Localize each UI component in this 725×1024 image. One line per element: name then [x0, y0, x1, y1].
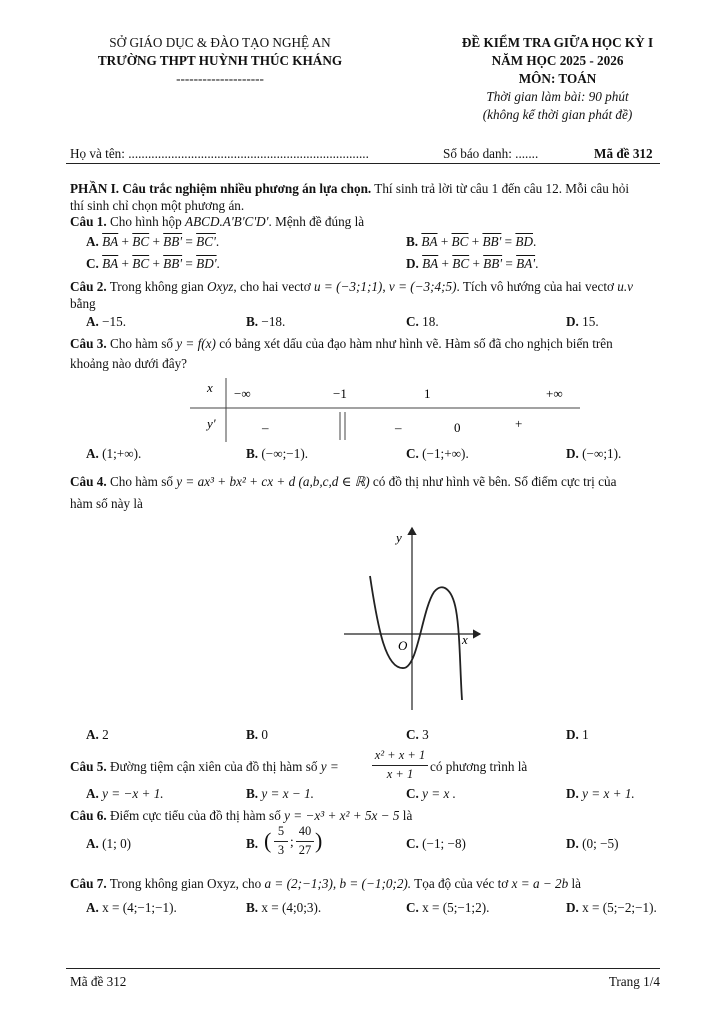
q5-fraction-bar [372, 765, 428, 766]
header-right [420, 34, 695, 124]
y-axis-label: y [396, 530, 402, 545]
q2-option-b[interactable]: B. −18. [246, 314, 286, 329]
q3-option-a[interactable]: A. (1;+∞). [86, 446, 142, 461]
part1-desc2: thí sinh chỉ chọn một phương án. [70, 198, 245, 213]
q2-text-cont: bằng [70, 296, 96, 311]
q4-text-cont: hàm số này là [70, 496, 143, 511]
school-year: NĂM HỌC 2025 - 2026 [491, 53, 624, 68]
origin-label: O [398, 638, 408, 653]
q2-option-a[interactable]: A. −15. [86, 314, 127, 329]
part1-heading [70, 181, 629, 197]
q3-option-c[interactable]: C. (−1;+∞). [406, 446, 469, 461]
q6-b-num2: 40 [298, 824, 312, 838]
q5-option-b[interactable]: B. y = x − 1. [246, 786, 314, 801]
q6-b-den1: 3 [277, 843, 285, 857]
header-left [70, 34, 370, 88]
q6-option-a[interactable]: A. (1; 0) [86, 836, 132, 851]
sign-2: – [395, 420, 402, 435]
q1-option-b[interactable]: B. $\overline{BA} + \overline{BC} + BB' = \overline{BD}$. [406, 234, 537, 249]
student-id-line: Số báo danh: ....... [443, 146, 539, 161]
q5-text2: có phương trình là [430, 759, 528, 774]
q4-option-d[interactable]: D. 1 [566, 727, 589, 742]
q6-b-sep: ; [290, 834, 294, 849]
q7-option-b[interactable]: B. x = (4;0;3). [246, 900, 322, 915]
q7-option-c[interactable]: C. x = (5;−1;2). [406, 900, 490, 915]
sign-table [190, 378, 580, 442]
student-name-line: Họ và tên: ......................................................................... [70, 146, 369, 161]
footer-exam-code: Mã đề 312 [70, 974, 127, 989]
part1-desc: Thí sinh trả lời từ câu 1 đến câu 12. Mỗi câu hỏi [371, 181, 630, 196]
table-plus-inf: +∞ [546, 386, 563, 401]
table-minus-inf: −∞ [234, 386, 251, 401]
q1-math: ABCD.A'B'C'D' [185, 214, 269, 229]
q6-option-b[interactable]: B. [246, 836, 259, 851]
q1-option-a[interactable]: A. $\overline{BA} + \overline{BC} + BB' = BC'$. [86, 234, 220, 249]
school-name: TRƯỜNG THPT HUỲNH THÚC KHÁNG [97, 53, 343, 68]
subject: MÔN: TOÁN [518, 71, 597, 86]
question-7: Câu 7. Trong không gian Oxyz, cho a = (2;−1;3), b = (−1;0;2). Tọa độ của véc tơ x = a − 2b là [70, 876, 582, 891]
q2-option-d[interactable]: D. 15. [566, 314, 599, 329]
q5-denominator: x + 1 [386, 767, 414, 781]
q6-b-paren-right: ) [315, 828, 323, 853]
header-dashes: -------------------- [176, 71, 264, 86]
question-3: Câu 3. Cho hàm số y = f(x) có bảng xét dấu của đạo hàm như hình vẽ. Hàm số đã cho nghịch biến trên [70, 336, 613, 351]
exam-code: Mã đề 312 [594, 146, 653, 161]
q6-option-c[interactable]: C. (−1; −8) [406, 836, 466, 851]
q3-option-d[interactable]: D. (−∞;1). [566, 446, 622, 461]
q6-b-bar1 [274, 841, 288, 842]
footer-divider [66, 968, 660, 969]
cubic-graph [340, 520, 490, 715]
exam-time-note: (không kể thời gian phát đề) [482, 107, 633, 122]
q7-option-a[interactable]: A. x = (4;−1;−1). [86, 900, 177, 915]
q1-text2: . Mệnh đề đúng là [268, 214, 365, 229]
question-4: Câu 4. Cho hàm số y = ax³ + bx² + cx + d (a,b,c,d ∈ ℝ) có đồ thị như hình vẽ bên. Số điểm cực trị của [70, 474, 617, 489]
q1-label: Câu 1. [70, 214, 107, 229]
q4-option-c[interactable]: C. 3 [406, 727, 429, 742]
q1-option-d[interactable]: D. $\overline{BA} + \overline{BC} + BB' = BA'$. [406, 256, 539, 271]
q6-b-den2: 27 [298, 843, 312, 857]
part1-title: PHẦN I. Câu trắc nghiệm nhiều phương án lựa chọn. [70, 181, 372, 196]
q3-option-b[interactable]: B. (−∞;−1). [246, 446, 309, 461]
sign-1: – [262, 420, 269, 435]
q5-option-a[interactable]: A. y = −x + 1. [86, 786, 164, 801]
x-axis-label: x [462, 632, 468, 647]
cubic-curve [370, 576, 462, 700]
table-minus-one: −1 [333, 386, 347, 401]
q3-text-cont: khoảng nào dưới đây? [70, 356, 188, 371]
exam-time: Thời gian làm bài: 90 phút [486, 89, 629, 104]
exam-title: ĐỀ KIỂM TRA GIỮA HỌC KỲ I [461, 35, 654, 50]
q6-b-num1: 5 [277, 824, 285, 838]
question-6: Câu 6. Điểm cực tiểu của đồ thị hàm số y = −x³ + x² + 5x − 5 là [70, 808, 413, 823]
table-x-label: x [207, 380, 213, 395]
q5-option-d[interactable]: D. y = x + 1. [566, 786, 635, 801]
q4-option-b[interactable]: B. 0 [246, 727, 268, 742]
q1-option-c[interactable]: C. $\overline{BA} + \overline{BC} + BB' = BD'$. [86, 256, 220, 271]
q5-option-c[interactable]: C. y = x . [406, 786, 456, 801]
question-1 [70, 214, 364, 230]
q7-option-d[interactable]: D. x = (5;−2;−1). [566, 900, 657, 915]
footer-page-number: Trang 1/4 [608, 974, 660, 989]
q5-numerator: x² + x + 1 [374, 748, 426, 762]
table-one: 1 [424, 386, 431, 401]
question-2: Câu 2. Trong không gian Oxyz, cho hai vectơ u = (−3;1;1), v = (−3;4;5). Tích vô hướng của hai vectơ u.v [70, 279, 634, 294]
q2-option-c[interactable]: C. 18. [406, 314, 439, 329]
table-y-label: y' [207, 416, 216, 431]
info-divider [66, 163, 660, 164]
q1-text: Cho hình hộp [106, 214, 186, 229]
sign-zero: 0 [454, 420, 461, 435]
sign-3: + [515, 416, 523, 431]
department: SỞ GIÁO DỤC & ĐÀO TẠO NGHỆ AN [109, 35, 331, 50]
q4-option-a[interactable]: A. 2 [86, 727, 109, 742]
q6-b-paren-left: ( [264, 828, 272, 853]
question-5: Câu 5. Đường tiệm cận xiên của đồ thị hàm số y = [70, 759, 339, 774]
q6-b-bar2 [296, 841, 314, 842]
q6-option-d[interactable]: D. (0; −5) [566, 836, 619, 851]
